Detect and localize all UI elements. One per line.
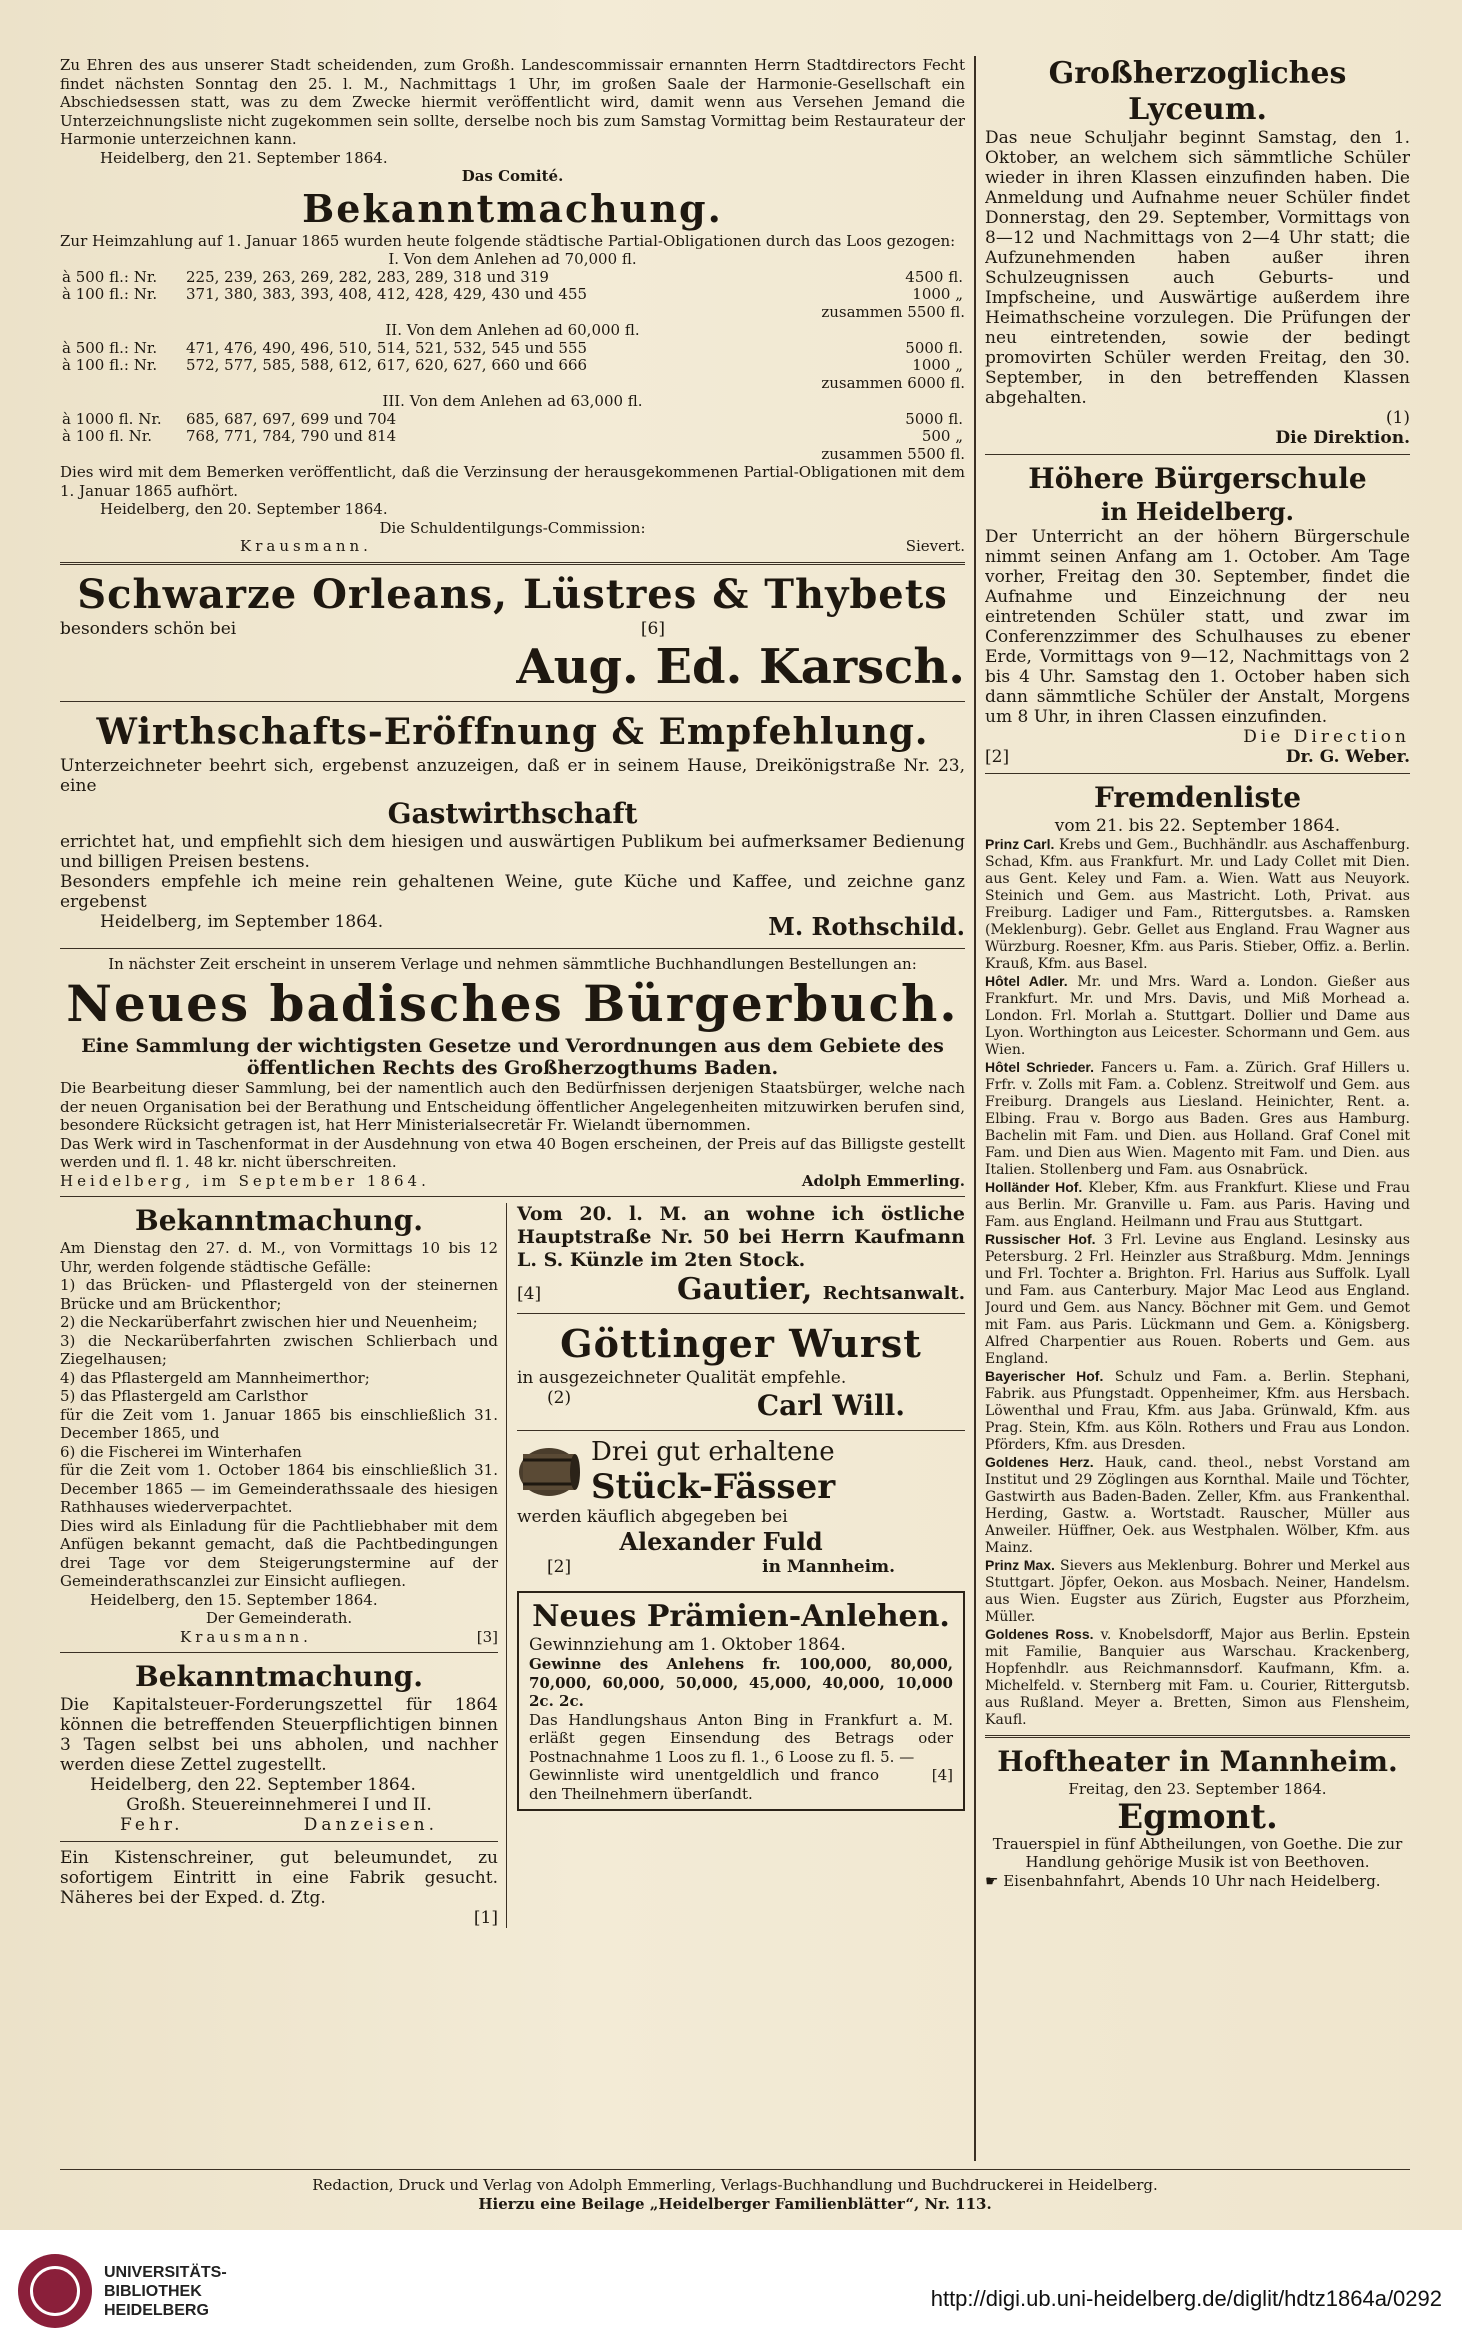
praemien-line1: Gewinnziehung am 1. Oktober 1864. (529, 1635, 846, 1655)
divider (985, 773, 1410, 774)
tender-text3: für die Zeit vom 1. October 1864 bis einschließlich 31. December 1865 — im Gemeinderathssaale des hiesigen Rathhauses wiederverpachtet. (60, 1461, 498, 1516)
karsch-ref: [6] (640, 618, 665, 639)
loan-sum: 4500 fl. (905, 267, 963, 286)
loan-sum: 1000 „ (912, 284, 963, 303)
loan-sum: 500 „ (921, 426, 963, 445)
tax-sign1: Fehr. (120, 1815, 184, 1835)
fremden-sub: vom 21. bis 22. September 1864. (1054, 816, 1341, 836)
fremden-guests: Schulz und Fam. a. Berlin. Stephani, Fabrik. aus Pfungstadt. Oppenheimer, Kfm. aus Hersbach. Löwenthal und Frau, Kfm. aus Jaba. Grünwald, Kfm. aus Prag. Stein, Kfm. aus Köln. Rothers und Frau aus London. Pförders, Kfm. aus Dresden. (985, 1369, 1410, 1453)
buergerbuch-subtitle: Eine Sammlung der wichtigsten Gesetze und Verordnungen aus dem Gebiete des öffentlichen Rechts des Großherzogthums Baden. (81, 1035, 944, 1079)
loan-total: zusammen 6000 fl. (821, 373, 965, 392)
loan-numbers: 685, 687, 697, 699 und 704 (186, 409, 397, 428)
loan-heading: III. Von dem Anlehen ad 63,000 fl. (382, 392, 643, 410)
farewell-notice (60, 56, 965, 186)
praemien-line2: Gewinne des Anlehens fr. 100,000, 80,000, 70,000, 60,000, 50,000, 45,000, 40,000, 10,000 2c. 2c. (529, 1655, 953, 1710)
schule-title: Höhere Bürgerschule (1028, 462, 1367, 495)
karsch-ad (60, 571, 965, 695)
theater-rail (985, 1872, 1410, 1891)
gastwirthschaft-ad (60, 708, 965, 942)
tender-item6: 6) die Fischerei im Winterhafen (60, 1442, 302, 1461)
library-logo[interactable] (18, 2254, 227, 2328)
wurst-text: in ausgezeichneter Qualität empfehle. (517, 1368, 847, 1388)
gautier-ref: [4] (517, 1284, 542, 1304)
fremden-entry (985, 836, 1410, 973)
wirth-text2: errichtet hat, und empfiehlt sich dem hiesigen und auswärtigen Publikum bei aufmerksamer Bedienung und billigen Preisen bestens. (60, 831, 965, 872)
faesser-place: in Mannheim. (762, 1557, 895, 1577)
divider (517, 1313, 965, 1314)
gautier-text: Vom 20. l. M. an wohne ich östliche Hauptstraße Nr. 50 bei Herrn Kaufmann L. S. Künzle im 2ten Stock. (517, 1203, 965, 1271)
fremden-entry (985, 1231, 1410, 1368)
farewell-text: Zu Ehren des aus unserer Stadt scheidenden, zum Großh. Landescommissair ernannten Herrn Stadtdirectors Fecht findet nächsten Sonntag den 25. l. M., Nachmittags 1 Uhr, im großen Saale der Harmonie-Gesellschaft ein Abschiedsessen statt, was zu dem Zwecke hiermit veröffentlicht wird, damit wenn aus Versehen Jemand die Unterzeichnungsliste nicht zugekommen sein sollte, derselbe noch bis zum Samstag Vormittag beim Restaurateur der Harmonie unterzeichnen kann. (60, 56, 965, 148)
praemien-title: Neues Prämien-Anlehen. (532, 1599, 950, 1634)
schule-text: Der Unterricht an der höhern Bürgerschule nimmt seinen Anfang am 1. October. Am Tage vorher, Freitag den 30. September, findet die Aufnahme und Einzeichnung der neu eintretenden Schüler statt, und zwar im Conferenzzimmer des Schulhauses zu ebener Erde, Vormittags von 9—12, Nachmittags von 2 bis 4 Uhr. Samstag den 1. October haben sich dann sämmtliche Schüler der Anstalt, Morgens um 8 Uhr, in ihren Classen einzufinden. (985, 527, 1410, 727)
tender-item: 2) die Neckarüberfahrt zwischen hier und Neuenheim; (60, 1313, 478, 1331)
hand-icon: ☛ (985, 1871, 1004, 1890)
faesser-line1: Drei gut erhaltene (591, 1437, 835, 1467)
fremden-hotel: Goldenes Herz. (985, 1454, 1094, 1470)
tender-title: Bekanntmachung. (135, 1204, 423, 1237)
loan-numbers: 572, 577, 585, 588, 612, 617, 620, 627, 660 und 666 (186, 355, 588, 374)
buergerbuch-sign: Adolph Emmerling. (801, 1171, 965, 1190)
loan-numbers: 371, 380, 383, 393, 408, 412, 428, 429, 430 und 455 (186, 284, 588, 303)
buergerbuch-lead: In nächster Zeit erscheint in unserem Verlage und nehmen sämmtliche Buchhandlungen Bestellungen an: (108, 954, 917, 973)
wirth-text1: Unterzeichneter beehrt sich, ergebenst anzuzeigen, daß er in seinem Hause, Dreikönigstraße Nr. 23, eine (60, 755, 965, 796)
praemien-ad (517, 1591, 965, 1811)
faesser-name: Alexander Fuld (619, 1527, 823, 1556)
fremden-hotel: Russischer Hof. (985, 1231, 1096, 1247)
tax-office: Großh. Steuereinnehmerei I und II. (126, 1795, 432, 1815)
library-line1: UNIVERSITÄTS- (104, 2263, 227, 2281)
fremden-guests: v. Knobelsdorff, Major aus Berlin. Epstein mit Familie, Banquier aus Warschau. Krackenberg, Hopfenhdlr. aus Reichmannsdorf. Kaufmann, Kfm. a. Michelfeld. v. Sternberg mit Fam. u. Courier, Rittergutsb. aus Rußland. Meyer a. Bretten, Simon aus Flensheim, Kaufl. (985, 1627, 1410, 1728)
fremden-hotel: Prinz Max. (985, 1557, 1055, 1573)
divider (985, 454, 1410, 455)
footer-supplement: Hierzu eine Beilage „Heidelberger Familienblätter“, Nr. 113. (478, 2195, 992, 2213)
university-seal-icon (18, 2254, 92, 2328)
praemien-line3: Das Handlungshaus Anton Bing in Frankfurt a. M. erläßt gegen Einsendung des Betrags oder Postnachnahme 1 Loos zu fl. 1., 6 Loose zu fl. 5. — (529, 1710, 953, 1766)
tender-item: 1) das Brücken- und Pflastergeld von der steinernen Brücke und am Brückenthor; (60, 1276, 498, 1313)
fremden-entry (985, 973, 1410, 1059)
loan-row (60, 269, 965, 286)
buergerbuch-date: Heidelberg, im September 1864. (60, 1171, 430, 1190)
divider (60, 2169, 1410, 2170)
theater-rail-text: Eisenbahnfahrt, Abends 10 Uhr nach Heidelberg. (1003, 1871, 1381, 1890)
loan-row (60, 428, 965, 445)
tax-title: Bekanntmachung. (135, 1660, 423, 1693)
faesser-text: werden käuflich abgegeben bei (517, 1507, 788, 1527)
divider (60, 1196, 965, 1197)
library-line3: HEIDELBERG (104, 2301, 209, 2319)
tender-sign: Krausmann. (180, 1627, 312, 1646)
loan-numbers: 225, 239, 263, 269, 282, 283, 289, 318 und 319 (186, 267, 549, 286)
divider (985, 1735, 1410, 1738)
tender-item: 4) das Pflastergeld am Mannheimerthor; (60, 1368, 370, 1387)
loan-heading: I. Von dem Anlehen ad 70,000 fl. (388, 250, 637, 268)
farewell-date: Heidelberg, den 21. September 1864. (100, 148, 388, 167)
loan-total: zusammen 5500 fl. (821, 444, 965, 463)
fremden-guests: Fancers u. Fam. a. Zürich. Graf Hillers u. Frfr. v. Zolls mit Fam. a. Coblenz. Streitwolf und Gem. aus Freiburg. Drangels aus Liesland. Heinichter, Rent. a. Elbing. Frau v. Borgo aus Baden. Gres aus Hamburg. Bachelin mit Fam. und Dien. aus Holland. Graf Conel mit Fam. und Dien aus Wien. Magento mit Fam. und Dien. aus Italien. Stollenberg und Fam. aus Osnabrück. (985, 1060, 1410, 1178)
loan-sign2: Sievert. (905, 537, 965, 555)
tax-text: Die Kapitalsteuer-Forderungszettel für 1864 können die betreffenden Steuerpflichtigen binnen 3 Tagen selbst bei uns abholen, und nachher werden diese Zettel zugestellt. (60, 1695, 498, 1775)
karsch-name: Aug. Ed. Karsch. (516, 638, 965, 695)
loan-row (60, 411, 965, 428)
kiste-text: Ein Kistenschreiner, gut beleumundet, zu sofortigem Eintritt in eine Fabrik gesucht. Näheres bei der Exped. d. Ztg. (60, 1848, 498, 1908)
faesser-ref: [2] (547, 1557, 572, 1577)
tender-item: 5) das Pflastergeld am Carlsthor (60, 1387, 308, 1405)
buergerbuch-ad (60, 955, 965, 1191)
tender-ref: [3] (476, 1627, 498, 1646)
buergerschule-notice (985, 461, 1410, 767)
barrel-icon (517, 1444, 581, 1500)
divider (60, 1841, 498, 1842)
loan-intro: Zur Heimzahlung auf 1. Januar 1865 wurden heute folgende städtische Partial-Obligationen durch das Loos gezogen: (60, 231, 956, 250)
loan-denomination: à 500 fl.: Nr. (62, 267, 158, 286)
wirth-text3: Besonders empfehle ich meine rein gehaltenen Weine, gute Küche und Kaffee, und zeichne ganz ergebenst (60, 871, 965, 912)
praemien-line4: Gewinnliste wird unentgeldlich und franco den Theilnehmern überſandt. (529, 1766, 879, 1803)
gautier-name-line (677, 1272, 965, 1307)
source-url[interactable]: http://digi.ub.uni-heidelberg.de/diglit/hdtz1864a/0292 (930, 2286, 1442, 2311)
fremdenliste (985, 780, 1410, 1729)
theater-play: Egmont. (1117, 1796, 1278, 1837)
buergerbuch-text2: Das Werk wird in Taschenformat in der Ausdehnung von etwa 40 Bogen erscheinen, der Preis auf das Billigste gestellt werden und fl. 1. 48 kr. nicht überschreiten. (60, 1134, 965, 1171)
loan-heading: II. Von dem Anlehen ad 60,000 fl. (385, 321, 640, 339)
theater-title: Hoftheater in Mannheim. (997, 1745, 1398, 1778)
kiste-ref: [1] (473, 1908, 498, 1928)
fremden-hotel: Bayerischer Hof. (985, 1368, 1104, 1384)
fremden-hotel: Hôtel Adler. (985, 973, 1068, 989)
loan-denomination: à 100 fl. Nr. (62, 426, 153, 445)
loan-denomination: à 100 fl.: Nr. (62, 284, 158, 303)
loan-title: Bekanntmachung. (302, 185, 723, 231)
tender-item: 3) die Neckarüberfahrten zwischen Schlierbach und Ziegelhausen; (60, 1331, 498, 1368)
buergerbuch-title: Neues badisches Bürgerbuch. (66, 974, 959, 1033)
tender-text2: für die Zeit vom 1. Januar 1865 bis einschließlich 31. December 1865, und (60, 1405, 498, 1442)
fremden-guests: Sievers aus Meklenburg. Bohrer und Merkel aus Stuttgart. Jöpfer, Oekon. aus Mosbach. Neiner, Handelsm. aus Wien. Eugster aus Zürich, Eugster aus Pforzheim, Müller. (985, 1558, 1410, 1625)
karsch-headline: Schwarze Orleans, Lüstres & Thybets (77, 570, 948, 618)
schule-office: Die Direction (1243, 727, 1410, 747)
loan-office: Die Schuldentilgungs-Commission: (379, 518, 646, 537)
fremden-entry (985, 1368, 1410, 1454)
fremden-guests: Krebs und Gem., Buchhändlr. aus Aschaffenburg. Schad, Kfm. aus Frankfurt. Mr. und Lady Collet mit Dien. aus Gent. Keley und Fam. a. Wien. Watt aus Neuyork. Steinich und Gem. aus Mastricht. Loth, Privat. aus Freiburg. Ladiger und Fam., Rittergutsbes. a. Ramsken (Meklenburg). Gebr. Gellet aus England. Frau Wagner aus Würzburg. Roesner, Kfm. aus Paris. Stieber, Offiz. a. Berlin. Krauß, Kfm. aus Basel. (985, 837, 1410, 972)
fremden-guests: Hauk, cand. theol., nebst Vorstand am Institut und 29 Zöglingen aus Kornthal. Maile und Töchter, Gastwirth aus Baden-Baden. Zeller, Kfm. aus Frankenthal. Herding, Gastw. a. Wortstadt. Rauscher, Müller aus Anweiler. Hüffner, Oek. aus Westphalen. Wölber, Kfm. aus Mainz. (985, 1455, 1410, 1556)
fremden-guests: 3 Frl. Levine aus England. Lesinsky aus Petersburg. 2 Frl. Heinzler aus Straßburg. Mdm. Jennings und Frl. Tochter a. Brighton. Frl. Harius aus Suffolk. Lyall und Fam. aus Canterbury. Major Mac Leod aus England. Jourd und Gem. aus Nancy. Böchner mit Gem. und Gemot mit Fam. aus Paris. Lückmann und Gem. a. Königsberg. Alfred Charpentier aus Rouen. Roberts und Gem. aus England. (985, 1232, 1410, 1367)
lyceum-ref: (1) (1385, 408, 1410, 428)
loan-table (60, 411, 965, 445)
lyceum-text: Das neue Schuljahr beginnt Samstag, den 1. Oktober, an welchem sich sämmtliche Schüler wieder in ihren Klassen einzufinden haben. Die Anmeldung und Aufnahme neuer Schüler findet Donnerstag, den 29. September, Vormittags von 8—12 und Nachmittags von 2—4 Uhr statt; die Aufzunehmenden haben außer ihren Schulzeugnissen auch Geburts- und Impfscheine, und Auswärtige außerdem ihre Heimathscheine vorzulegen. Die Prüfungen der neu eintretenden, sowie der bedingt promovirten Schüler werden Freitag, den 30. September, in den betreffenden Klassen abgehalten. (985, 128, 1410, 408)
schule-sign: Dr. G. Weber. (1285, 747, 1410, 767)
farewell-sign: Das Comité. (461, 167, 564, 185)
right-column (985, 56, 1410, 2166)
column-rule (974, 56, 976, 2161)
praemien-ref: [4] (931, 1766, 953, 1784)
tender-items (60, 1276, 498, 1406)
loan-row (60, 286, 965, 303)
wurst-sign: Carl Will. (756, 1389, 905, 1422)
page-footer (60, 2163, 1410, 2214)
gautier-role: Rechtsanwalt. (822, 1283, 965, 1304)
library-bar (0, 2230, 1462, 2351)
lyceum-sign: Die Direktion. (1275, 428, 1410, 448)
loan-table (60, 269, 965, 303)
loan-lists (60, 250, 965, 463)
bottom-left-column (60, 1203, 507, 1928)
divider (60, 948, 965, 949)
footer-imprint: Redaction, Druck und Verlag von Adolph Emmerling, Verlags-Buchhandlung und Buchdruckerei in Heidelberg. (312, 2176, 1158, 2194)
fremden-hotel: Goldenes Ross. (985, 1626, 1094, 1642)
tender-text: Am Dienstag den 27. d. M., von Vormittags 10 bis 12 Uhr, werden folgende städtische Gefälle: (60, 1239, 498, 1276)
schule-sub: in Heidelberg. (1101, 497, 1294, 526)
tender-date: Heidelberg, den 15. September 1864. (90, 1590, 378, 1609)
tender-office: Der Gemeinderath. (205, 1609, 353, 1627)
wirth-date: Heidelberg, im September 1864. (100, 911, 384, 932)
fremden-hotel: Prinz Carl. (985, 836, 1055, 852)
wurst-ref: (2) (547, 1388, 572, 1408)
library-line2: BIBLIOTHEK (104, 2282, 202, 2300)
loan-date: Heidelberg, den 20. September 1864. (100, 500, 388, 518)
fremden-entry (985, 1179, 1410, 1231)
theater-desc: Trauerspiel in fünf Abtheilungen, von Goethe. Die zur Handlung gehörige Musik ist von Beethoven. (992, 1834, 1403, 1871)
fremden-entry (985, 1454, 1410, 1557)
lyceum-notice (985, 56, 1410, 448)
loan-sum: 5000 fl. (905, 409, 963, 428)
divider (517, 1430, 965, 1431)
divider (60, 562, 965, 565)
left-column (60, 56, 965, 2166)
loan-numbers: 768, 771, 784, 790 und 814 (186, 426, 397, 445)
hoftheater-notice (985, 1744, 1410, 1890)
karsch-sub: besonders schön bei (60, 618, 237, 639)
tax-date: Heidelberg, den 22. September 1864. (90, 1775, 416, 1795)
loan-denomination: à 500 fl.: Nr. (62, 338, 158, 357)
wurst-title: Göttinger Wurst (560, 1321, 922, 1366)
tender-text4: Dies wird als Einladung für die Pachtliebhaber mit dem Anfügen bekannt gemacht, daß die Pachtbedingungen drei Tage vor dem Steigerungstermine auf der Gemeinderathscanzlei zur Einsicht aufliegen. (60, 1516, 498, 1590)
faesser-line2: Stück-Fässer (591, 1467, 836, 1507)
fremden-guests: Kleber, Kfm. aus Frankfurt. Kliese und Frau aus Berlin. Mr. Granville u. Fam. aus Paris. Having und Fam. aus England. Heilmann und Frau aus Stuttgart. (985, 1180, 1410, 1230)
bottom-columns (60, 1203, 965, 1928)
divider (60, 701, 965, 702)
fremden-hotel: Holländer Hof. (985, 1179, 1083, 1195)
fremden-guests: Mr. und Mrs. Ward a. London. Gießer aus Frankfurt. Mr. und Mrs. Davis, und Miß Morhead a. London. Frl. Morlah a. Stuttgart. Dollier und Dame aus Lyon. Worthington aus Leicester. Schormann und Gem. aus Wien. (985, 974, 1410, 1058)
fremden-entry (985, 1557, 1410, 1626)
fremden-entries (985, 836, 1410, 1729)
wirth-big: Gastwirthschaft (387, 796, 638, 830)
tax-sign2: Danzeisen. (303, 1815, 438, 1835)
schule-ref: [2] (985, 747, 1010, 767)
loan-denomination: à 1000 fl. Nr. (62, 409, 162, 428)
loan-sum: 5000 fl. (905, 338, 963, 357)
divider (60, 1652, 498, 1653)
loan-notice (60, 186, 965, 556)
loan-numbers: 471, 476, 490, 496, 510, 514, 521, 532, 545 und 555 (186, 338, 588, 357)
gautier-name: Gautier, (677, 1272, 813, 1307)
loan-denomination: à 100 fl.: Nr. (62, 355, 158, 374)
theater-date: Freitag, den 23. September 1864. (1068, 1780, 1327, 1798)
fremden-entry (985, 1626, 1410, 1729)
loan-note: Dies wird mit dem Bemerken veröffentlicht, daß die Verzinsung der herausgekommenen Partial-Obligationen mit dem 1. Januar 1865 aufhört. (60, 463, 965, 500)
buergerbuch-text1: Die Bearbeitung dieser Sammlung, bei der namentlich auch den Bedürfnissen derjenigen Staatsbürger, welche nach der neuen Organisation bei der Berathung und Entscheidung öffentlicher Angelegenheiten mitzuwirken berufen sind, besondere Rücksicht getragen ist, hat Herr Ministerialsecretär Fr. Wielandt übernommen. (60, 1079, 965, 1134)
loan-total: zusammen 5500 fl. (821, 302, 965, 321)
lyceum-title: Großherzogliches Lyceum. (1048, 56, 1347, 127)
wirth-sign: M. Rothschild. (768, 911, 965, 941)
loan-row (60, 340, 965, 357)
fremden-title: Fremdenliste (1093, 781, 1302, 814)
loan-sum: 1000 „ (912, 355, 963, 374)
loan-table (60, 340, 965, 374)
loan-sign: Krausmann. (240, 537, 372, 555)
fremden-hotel: Hôtel Schrieder. (985, 1059, 1095, 1075)
bottom-right-column (517, 1203, 965, 1928)
loan-row (60, 357, 965, 374)
fremden-entry (985, 1059, 1410, 1179)
wirth-headline: Wirthschafts-Eröffnung & Empfehlung. (96, 710, 929, 753)
